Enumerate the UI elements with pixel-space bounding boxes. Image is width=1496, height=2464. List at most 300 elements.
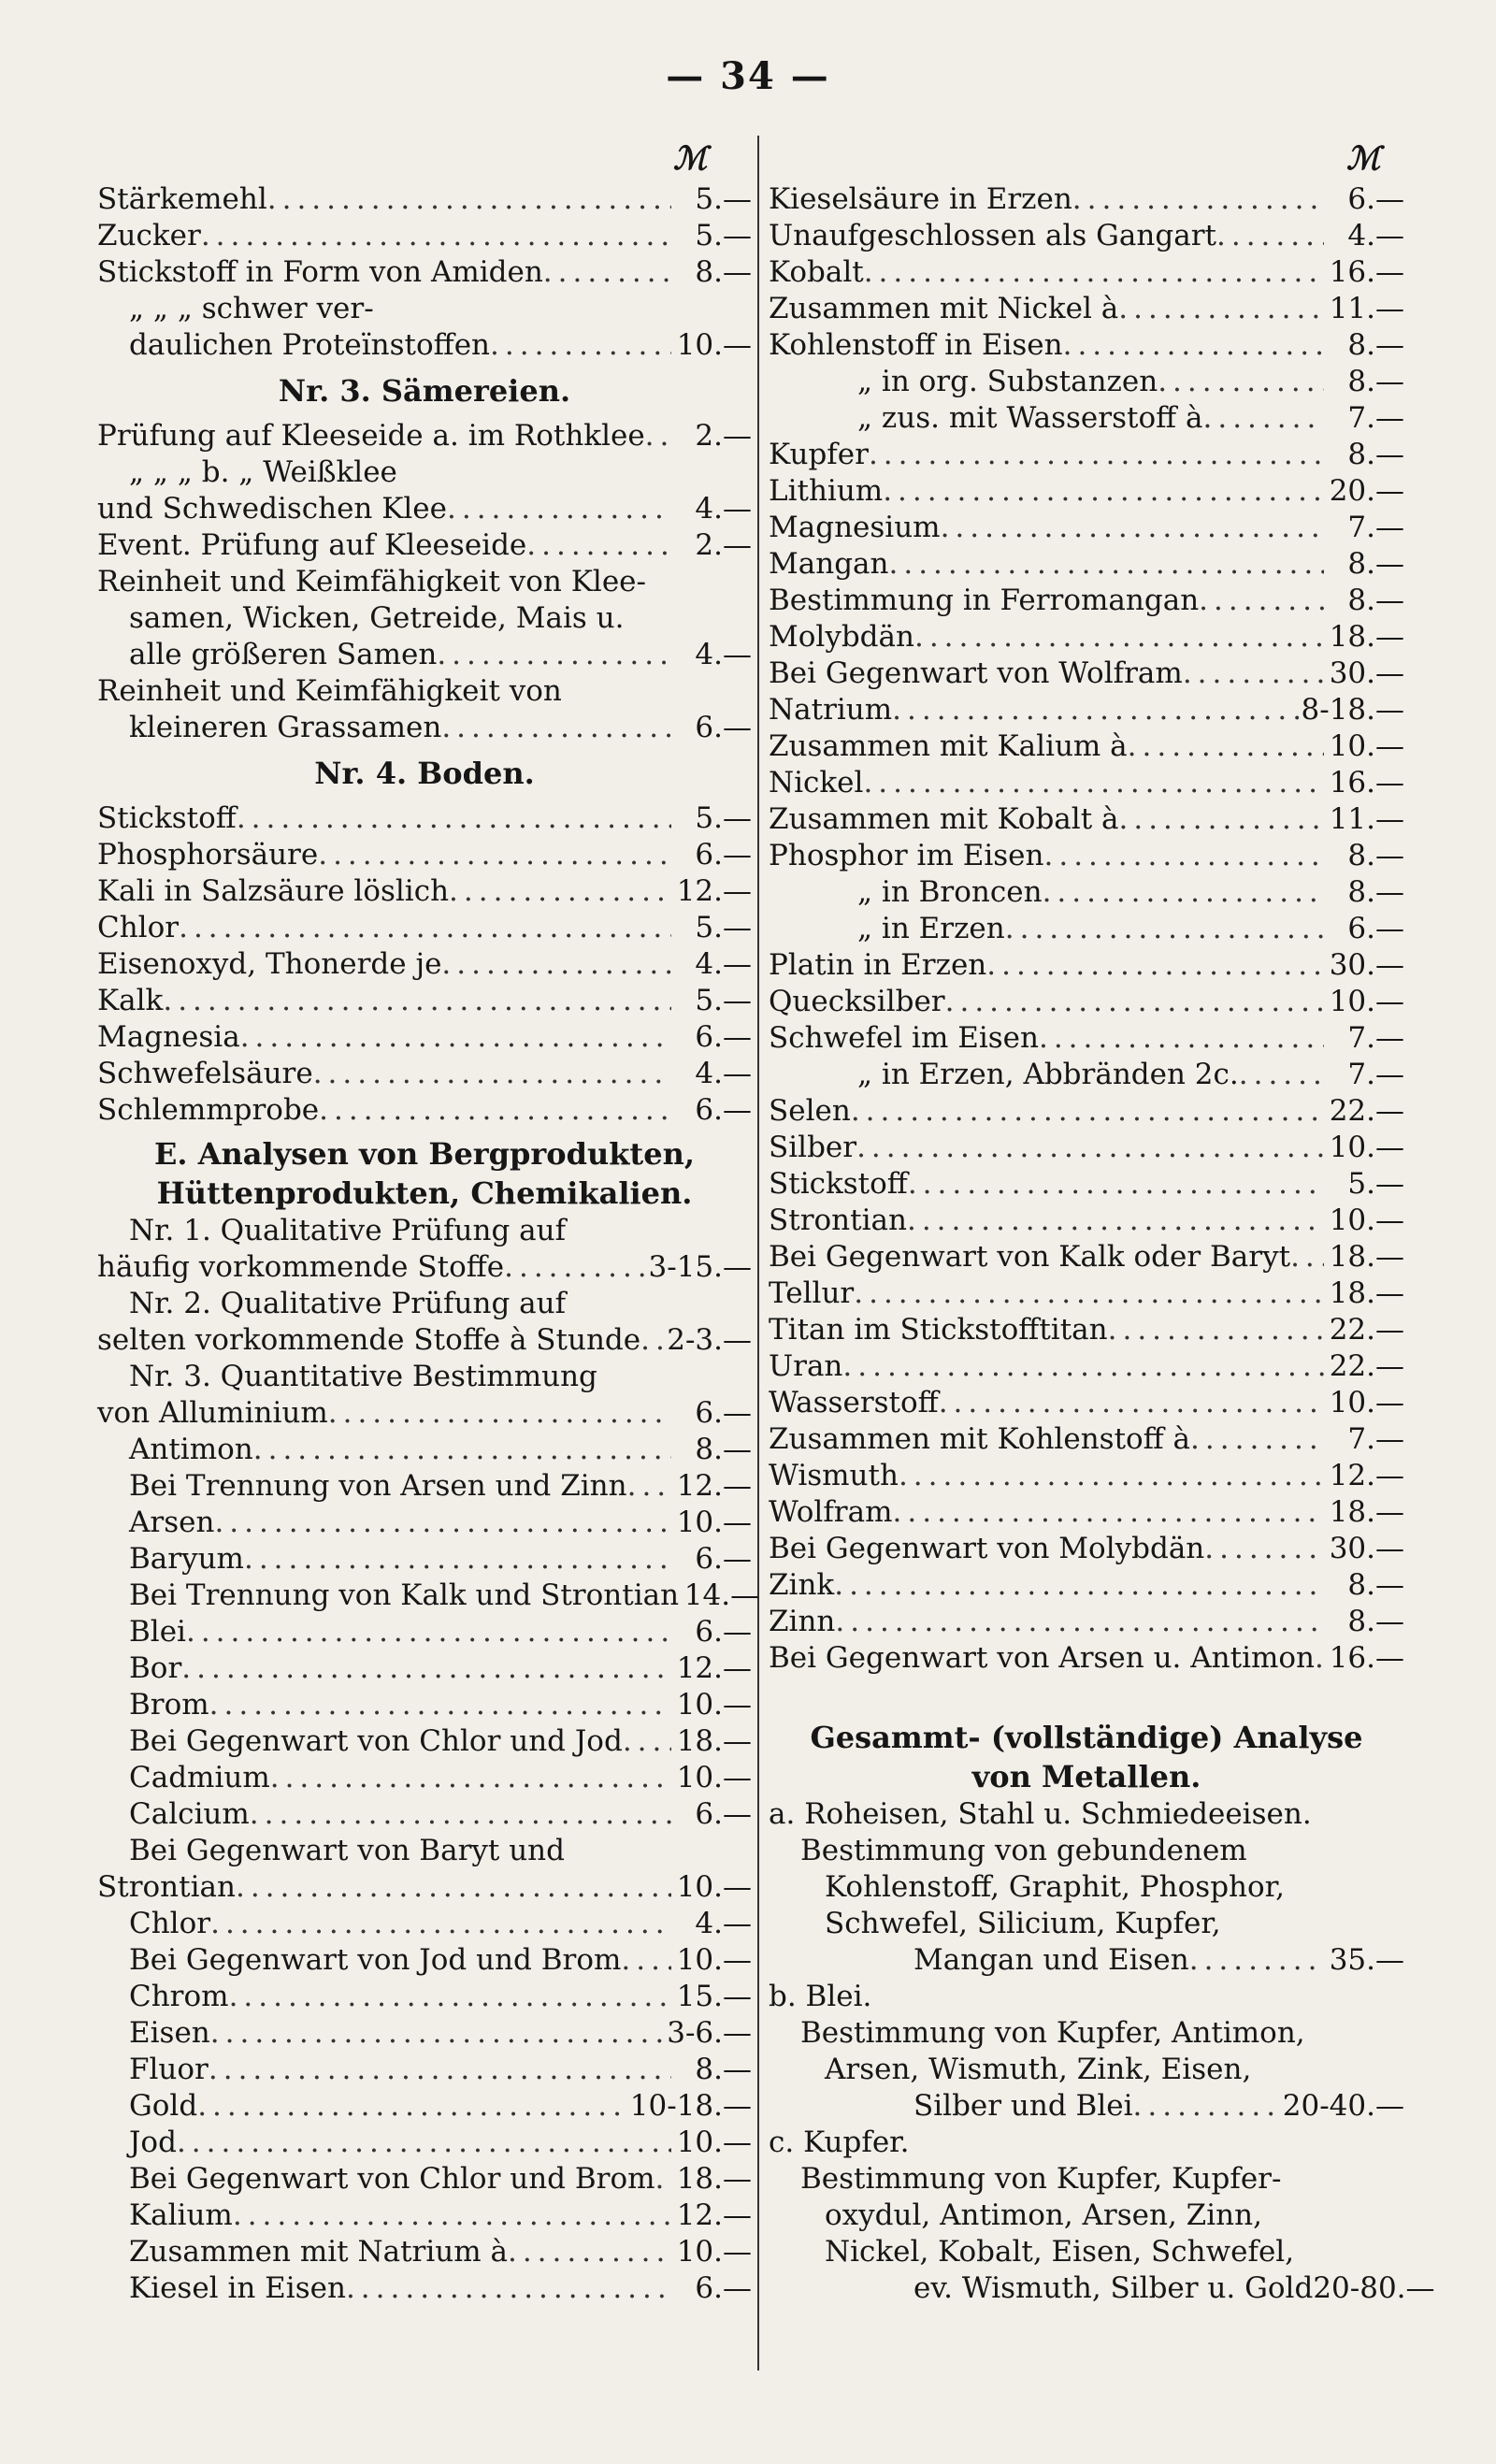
- item-label: Kieselsäure in Erzen: [769, 182, 1072, 216]
- section-heading-boden: Nr. 4. Boden.: [314, 756, 535, 791]
- item-price: 20-80.—: [1313, 2271, 1435, 2305]
- item-price: 5.—: [695, 219, 752, 252]
- dot-leader: [1158, 364, 1324, 400]
- item-price: 4.—: [695, 1907, 752, 1940]
- price-row: [769, 1385, 1404, 1421]
- item-price: 30.—: [1329, 948, 1404, 982]
- item-label: Bei Gegenwart von Wolfram: [769, 656, 1183, 690]
- item-label: Reinheit und Keimfähigkeit von: [97, 674, 562, 708]
- text-line: [97, 600, 752, 637]
- dot-leader: [1043, 874, 1324, 911]
- item-label: Chrom: [129, 1980, 229, 2013]
- dot-leader: [623, 1723, 671, 1760]
- price-row: [769, 218, 1404, 254]
- dot-leader: [508, 2234, 671, 2270]
- price-row: [769, 765, 1404, 801]
- price-row: [97, 1906, 752, 1942]
- dot-leader: [907, 1203, 1324, 1239]
- dot-leader: [883, 473, 1324, 510]
- item-price: 7.—: [1347, 1058, 1404, 1091]
- item-label: Bor: [129, 1651, 182, 1685]
- item-price: 6.—: [695, 2271, 752, 2305]
- item-price: 8.—: [1347, 839, 1404, 872]
- price-row: [97, 1056, 752, 1092]
- item-price: 8.—: [1347, 438, 1404, 471]
- item-price: 20-40.—: [1282, 2089, 1404, 2123]
- item-label: Cadmium: [129, 1761, 270, 1794]
- price-row: [97, 2125, 752, 2161]
- dot-leader: [441, 946, 671, 983]
- price-row: [97, 181, 752, 218]
- item-price: 4.—: [1347, 219, 1404, 252]
- item-label: Natrium: [769, 693, 893, 727]
- item-label: Bestimmung von gebundenem: [800, 1834, 1247, 1867]
- item-price: 18.—: [1329, 620, 1404, 654]
- item-price: 6.—: [695, 838, 752, 872]
- item-label: Kalium: [129, 2198, 233, 2232]
- text-line: [97, 1213, 752, 1249]
- item-price: 3-6.—: [667, 2016, 752, 2050]
- dot-leader: [1063, 327, 1324, 364]
- item-label: Bestimmung in Ferromangan: [769, 584, 1200, 617]
- dot-leader: [645, 418, 671, 454]
- dot-leader: [1118, 291, 1324, 327]
- price-row: [97, 1796, 752, 1833]
- item-price: 4.—: [695, 638, 752, 671]
- section-heading-e-line2: Hüttenprodukten, Chemikalien.: [156, 1175, 693, 1211]
- dot-leader: [318, 837, 671, 873]
- price-row: [97, 1687, 752, 1723]
- price-row: [97, 1578, 760, 1614]
- price-row: [769, 291, 1404, 327]
- item-label: Event. Prüfung auf Kleeseide: [97, 528, 527, 562]
- dot-leader: [244, 1541, 671, 1578]
- item-label: kleineren Grassamen: [129, 711, 442, 744]
- price-list-block: [97, 418, 752, 746]
- dot-leader: [640, 1322, 667, 1359]
- dot-leader: [346, 2270, 671, 2307]
- price-row: [769, 364, 1404, 400]
- price-row: [97, 1541, 752, 1578]
- item-label: Chlor: [129, 1907, 211, 1940]
- section-heading-gesammt-line1: Gesammt- (vollständige) Analyse: [810, 1720, 1363, 1755]
- dot-leader: [250, 1796, 671, 1833]
- item-label: Prüfung auf Kleeseide a. im Rothklee: [97, 419, 645, 453]
- dot-leader: [328, 1395, 671, 1432]
- item-label: Gold: [129, 2089, 198, 2123]
- item-label: Bei Trennung von Kalk und Strontian: [129, 1578, 680, 1612]
- item-label: Kupfer: [769, 438, 869, 471]
- price-row: [769, 947, 1404, 984]
- price-row: [97, 946, 752, 983]
- price-row: [769, 583, 1404, 619]
- item-label: oxydul, Antimon, Arsen, Zinn,: [825, 2198, 1262, 2232]
- dot-leader: [163, 983, 671, 1019]
- item-price: 8.—: [1347, 547, 1404, 581]
- price-row: [97, 983, 752, 1019]
- dot-leader: [236, 1869, 671, 1906]
- price-list-block: [769, 1796, 1435, 2307]
- item-price: 8-18.—: [1301, 693, 1404, 727]
- dot-leader: [447, 491, 671, 527]
- price-row: [769, 1275, 1404, 1312]
- price-row: [97, 1979, 752, 2015]
- dot-leader: [899, 1458, 1324, 1494]
- item-label: Molybdän: [769, 620, 914, 654]
- price-row: [769, 510, 1404, 546]
- price-row: [97, 1942, 752, 1979]
- price-row: [97, 1614, 752, 1650]
- price-row: [769, 1312, 1404, 1348]
- dot-leader: [201, 218, 671, 254]
- item-price: 35.—: [1329, 1943, 1404, 1977]
- item-price: 5.—: [695, 984, 752, 1017]
- item-price: 8.—: [1347, 365, 1404, 398]
- price-row: [97, 527, 752, 564]
- price-list-block: [769, 181, 1404, 1677]
- dot-leader: [1108, 1312, 1324, 1348]
- item-price: 10.—: [676, 2125, 752, 2159]
- dot-leader: [1202, 400, 1324, 437]
- price-row: [769, 1421, 1404, 1458]
- item-label: Chlor: [97, 911, 180, 944]
- item-label: Uran: [769, 1349, 843, 1383]
- item-label: Schwefel, Silicium, Kupfer,: [825, 1907, 1221, 1940]
- item-label: Baryum: [129, 1542, 244, 1576]
- dot-leader: [1043, 838, 1324, 874]
- price-row: [97, 1723, 752, 1760]
- item-label: Arsen, Wismuth, Zink, Eisen,: [825, 2053, 1252, 2086]
- item-label: Bestimmung von Kupfer, Antimon,: [800, 2016, 1305, 2050]
- text-line: [769, 1979, 1404, 2015]
- dot-leader: [186, 1614, 671, 1650]
- item-price: 16.—: [1329, 1641, 1404, 1675]
- dot-leader: [449, 873, 671, 910]
- dot-leader: [834, 1567, 1324, 1604]
- item-label: Stickstoff: [97, 801, 237, 835]
- price-row: [769, 1458, 1404, 1494]
- dot-leader: [863, 765, 1324, 801]
- item-label: Bei Gegenwart von Kalk oder Baryt: [769, 1240, 1291, 1274]
- left-column: [97, 138, 760, 2307]
- item-label: Silber und Blei: [913, 2089, 1133, 2123]
- item-label: Bei Gegenwart von Jod und Brom: [129, 1943, 622, 1977]
- price-row: [769, 1348, 1404, 1385]
- item-label: Arsen: [129, 1506, 215, 1539]
- dot-leader: [869, 437, 1324, 473]
- price-row: [97, 2161, 752, 2197]
- price-row: [769, 1166, 1404, 1203]
- item-label: Mangan: [769, 547, 889, 581]
- item-price: 5.—: [695, 911, 752, 944]
- price-row: [97, 1505, 752, 1541]
- item-price: 8.—: [1347, 584, 1404, 617]
- price-row: [769, 400, 1404, 437]
- item-label: Nickel: [769, 766, 864, 800]
- item-price: 10.—: [1329, 1203, 1404, 1237]
- dot-leader: [893, 1494, 1324, 1531]
- item-price: 11.—: [1329, 292, 1404, 325]
- item-label: Bei Gegenwart von Molybdän: [769, 1532, 1205, 1565]
- item-price: 18.—: [1329, 1240, 1404, 1274]
- item-label: Brom: [129, 1688, 209, 1722]
- price-row: [97, 1395, 752, 1432]
- item-label: „ zus. mit Wasserstoff à: [857, 401, 1203, 435]
- item-price: 18.—: [676, 2162, 752, 2196]
- dot-leader: [267, 181, 671, 218]
- price-row: [769, 473, 1404, 510]
- item-label: Schwefelsäure: [97, 1057, 313, 1090]
- price-row: [769, 911, 1404, 947]
- dot-leader: [1119, 801, 1325, 838]
- dot-leader: [209, 2052, 671, 2088]
- dot-leader: [1039, 1020, 1324, 1057]
- text-line: [769, 2197, 1404, 2234]
- item-price: 8.—: [695, 1433, 752, 1466]
- price-row: [97, 2015, 752, 2052]
- item-price: 2.—: [695, 419, 752, 453]
- dot-leader: [1239, 1057, 1324, 1093]
- dot-leader: [1183, 656, 1324, 692]
- item-label: Kohlenstoff, Graphit, Phosphor,: [825, 1870, 1285, 1904]
- item-label: Nr. 3. Quantitative Bestimmung: [129, 1360, 597, 1393]
- dot-leader: [1216, 218, 1324, 254]
- item-price: 4.—: [695, 492, 752, 526]
- price-row: [769, 1567, 1404, 1604]
- price-row: [769, 327, 1404, 364]
- dot-leader: [313, 1056, 671, 1092]
- column-divider: [757, 136, 759, 2370]
- item-label: Unaufgeschlossen als Gangart: [769, 219, 1216, 252]
- item-price: 12.—: [676, 2198, 752, 2232]
- price-row: [97, 1249, 752, 1286]
- text-line: [769, 2125, 1404, 2161]
- item-price: 12.—: [676, 874, 752, 908]
- dot-leader: [543, 254, 671, 291]
- item-price: 10-18.—: [629, 2089, 752, 2123]
- price-row: [769, 692, 1404, 728]
- item-label: Lithium: [769, 474, 884, 508]
- price-row: [769, 254, 1404, 291]
- price-row: [769, 2088, 1404, 2125]
- item-label: Kalk: [97, 984, 164, 1017]
- item-label: „ in Erzen, Abbränden 2c.: [857, 1058, 1239, 1091]
- item-price: 20.—: [1329, 474, 1404, 508]
- item-label: Kiesel in Eisen: [129, 2271, 346, 2305]
- item-label: daulichen Proteïnstoffen: [129, 328, 491, 362]
- price-row: [769, 656, 1404, 692]
- item-label: a. Roheisen, Stahl u. Schmiedeeisen.: [769, 1797, 1312, 1831]
- item-label: Strontian: [97, 1870, 236, 1904]
- item-label: Zucker: [97, 219, 201, 252]
- item-label: Nr. 1. Qualitative Prüfung auf: [129, 1214, 567, 1247]
- text-line: [97, 1286, 752, 1322]
- dot-leader: [1133, 2088, 1283, 2125]
- price-row: [769, 1239, 1404, 1275]
- item-label: Stickstoff in Form von Amiden: [97, 255, 543, 289]
- price-row: [769, 874, 1404, 911]
- text-line: [769, 2015, 1404, 2052]
- price-row: [769, 1604, 1404, 1640]
- item-label: Nr. 2. Qualitative Prüfung auf: [129, 1287, 567, 1320]
- dot-leader: [229, 1979, 671, 2015]
- item-price: 10.—: [676, 1943, 752, 1977]
- price-row: [97, 327, 752, 364]
- item-label: Wolfram: [769, 1495, 893, 1529]
- price-row: [97, 418, 752, 454]
- price-row: [769, 1057, 1404, 1093]
- item-price: 8.—: [1347, 875, 1404, 909]
- dot-leader: [237, 800, 671, 837]
- item-price: 7.—: [1347, 511, 1404, 544]
- item-label: Zusammen mit Nickel à: [769, 292, 1119, 325]
- price-row: [97, 1468, 752, 1505]
- item-label: Magnesia: [97, 1020, 240, 1054]
- item-price: 6.—: [1347, 182, 1404, 216]
- item-label: „ „ „ b. „ Weißklee: [129, 455, 397, 489]
- item-label: Magnesium: [769, 511, 941, 544]
- dot-leader: [1190, 1421, 1324, 1458]
- price-row: [97, 218, 752, 254]
- price-row: [97, 1019, 752, 1056]
- item-label: Bei Gegenwart von Chlor und Jod: [129, 1724, 623, 1758]
- currency-header-right: ℳ: [1346, 140, 1381, 178]
- item-price: 5.—: [695, 801, 752, 835]
- price-row: [97, 1760, 752, 1796]
- item-price: 7.—: [1347, 1021, 1404, 1055]
- dot-leader: [941, 510, 1324, 546]
- item-label: „ „ „ schwer ver-: [129, 292, 374, 325]
- price-row: [97, 491, 752, 527]
- item-label: Zink: [769, 1568, 835, 1602]
- dot-leader: [181, 1650, 671, 1687]
- dot-leader: [270, 1760, 671, 1796]
- item-price: 10.—: [676, 1870, 752, 1904]
- item-price: 6.—: [695, 1615, 752, 1649]
- price-list-block: [97, 800, 752, 1129]
- item-label: ev. Wismuth, Silber u. Gold: [913, 2271, 1314, 2305]
- item-label: alle größeren Samen: [129, 638, 438, 671]
- item-label: Schwefel im Eisen: [769, 1021, 1039, 1055]
- price-row: [97, 2234, 752, 2270]
- section-heading-e-line1: E. Analysen von Bergprodukten,: [154, 1136, 695, 1172]
- dot-leader: [319, 1092, 671, 1129]
- item-label: Kali in Salzsäure löslich: [97, 874, 450, 908]
- dot-leader: [177, 2125, 671, 2161]
- price-row: [97, 1322, 752, 1359]
- dot-leader: [437, 637, 671, 673]
- item-label: Bei Trennung von Arsen und Zinn: [129, 1469, 627, 1503]
- price-row: [97, 637, 752, 673]
- item-price: 8.—: [1347, 1568, 1404, 1602]
- price-row: [769, 1494, 1404, 1531]
- dot-leader: [240, 1019, 671, 1056]
- dot-leader: [1128, 728, 1324, 765]
- price-row: [769, 728, 1404, 765]
- item-price: 2-3.—: [667, 1323, 752, 1357]
- dot-leader: [986, 947, 1324, 984]
- item-price: 3-15.—: [648, 1250, 752, 1284]
- dot-leader: [908, 1166, 1324, 1203]
- dot-leader: [209, 1687, 671, 1723]
- item-price: 10.—: [676, 1688, 752, 1722]
- price-row: [769, 1640, 1404, 1677]
- item-label: Antimon: [129, 1433, 253, 1466]
- dot-leader: [1005, 911, 1324, 947]
- item-price: 10.—: [1329, 729, 1404, 763]
- item-price: 5.—: [695, 182, 752, 216]
- price-row: [769, 1942, 1404, 1979]
- item-label: Fluor: [129, 2053, 209, 2086]
- item-label: Phosphorsäure: [97, 838, 319, 872]
- item-price: 18.—: [1329, 1276, 1404, 1310]
- price-row: [97, 837, 752, 873]
- dot-leader: [655, 2161, 671, 2197]
- section-heading-samereien: Nr. 3. Sämereien.: [278, 373, 571, 409]
- dot-leader: [892, 692, 1301, 728]
- item-price: 2.—: [695, 528, 752, 562]
- dot-leader: [945, 984, 1324, 1020]
- price-row: [769, 984, 1404, 1020]
- item-price: 30.—: [1329, 656, 1404, 690]
- dot-leader: [1072, 181, 1324, 218]
- item-price: 10.—: [676, 1761, 752, 1794]
- item-label: samen, Wicken, Getreide, Mais u.: [129, 601, 625, 635]
- item-price: 10.—: [1329, 1131, 1404, 1164]
- item-price: 10.—: [676, 328, 752, 362]
- dot-leader: [441, 710, 671, 746]
- item-label: Schlemmprobe: [97, 1093, 320, 1127]
- item-label: Kohlenstoff in Eisen: [769, 328, 1063, 362]
- item-label: Silber: [769, 1131, 857, 1164]
- dot-leader: [835, 1604, 1324, 1640]
- item-label: Kobalt: [769, 255, 864, 289]
- text-line: [769, 2052, 1404, 2088]
- item-price: 16.—: [1329, 255, 1404, 289]
- dot-leader: [526, 527, 671, 564]
- item-label: Wasserstoff: [769, 1386, 939, 1419]
- text-line: [97, 1833, 752, 1869]
- dot-leader: [851, 1093, 1324, 1130]
- item-label: Bei Gegenwart von Chlor und Brom: [129, 2162, 655, 2196]
- item-price: 18.—: [1329, 1495, 1404, 1529]
- item-label: Strontian: [769, 1203, 907, 1237]
- price-list-block: [97, 1213, 760, 2307]
- item-price: 6.—: [695, 1093, 752, 1127]
- dot-leader: [214, 1505, 671, 1541]
- price-row: [97, 710, 752, 746]
- price-row: [769, 2270, 1435, 2307]
- item-label: Zusammen mit Kobalt à: [769, 802, 1119, 836]
- item-label: Jod: [129, 2125, 177, 2159]
- item-price: 6.—: [695, 1797, 752, 1831]
- item-label: Eisen: [129, 2016, 210, 2050]
- item-price: 16.—: [1329, 766, 1404, 800]
- dot-leader: [856, 1130, 1324, 1166]
- item-price: 12.—: [676, 1469, 752, 1503]
- price-row: [769, 619, 1404, 656]
- dot-leader: [210, 1906, 671, 1942]
- dot-leader: [233, 2197, 671, 2234]
- item-label: Eisenoxyd, Thonerde je: [97, 947, 442, 981]
- price-row: [769, 1093, 1404, 1130]
- dot-leader: [210, 2015, 667, 2052]
- item-price: 7.—: [1347, 401, 1404, 435]
- item-price: 14.—: [683, 1578, 760, 1612]
- price-row: [97, 1432, 752, 1468]
- item-price: 10.—: [676, 1506, 752, 1539]
- dot-leader: [490, 327, 671, 364]
